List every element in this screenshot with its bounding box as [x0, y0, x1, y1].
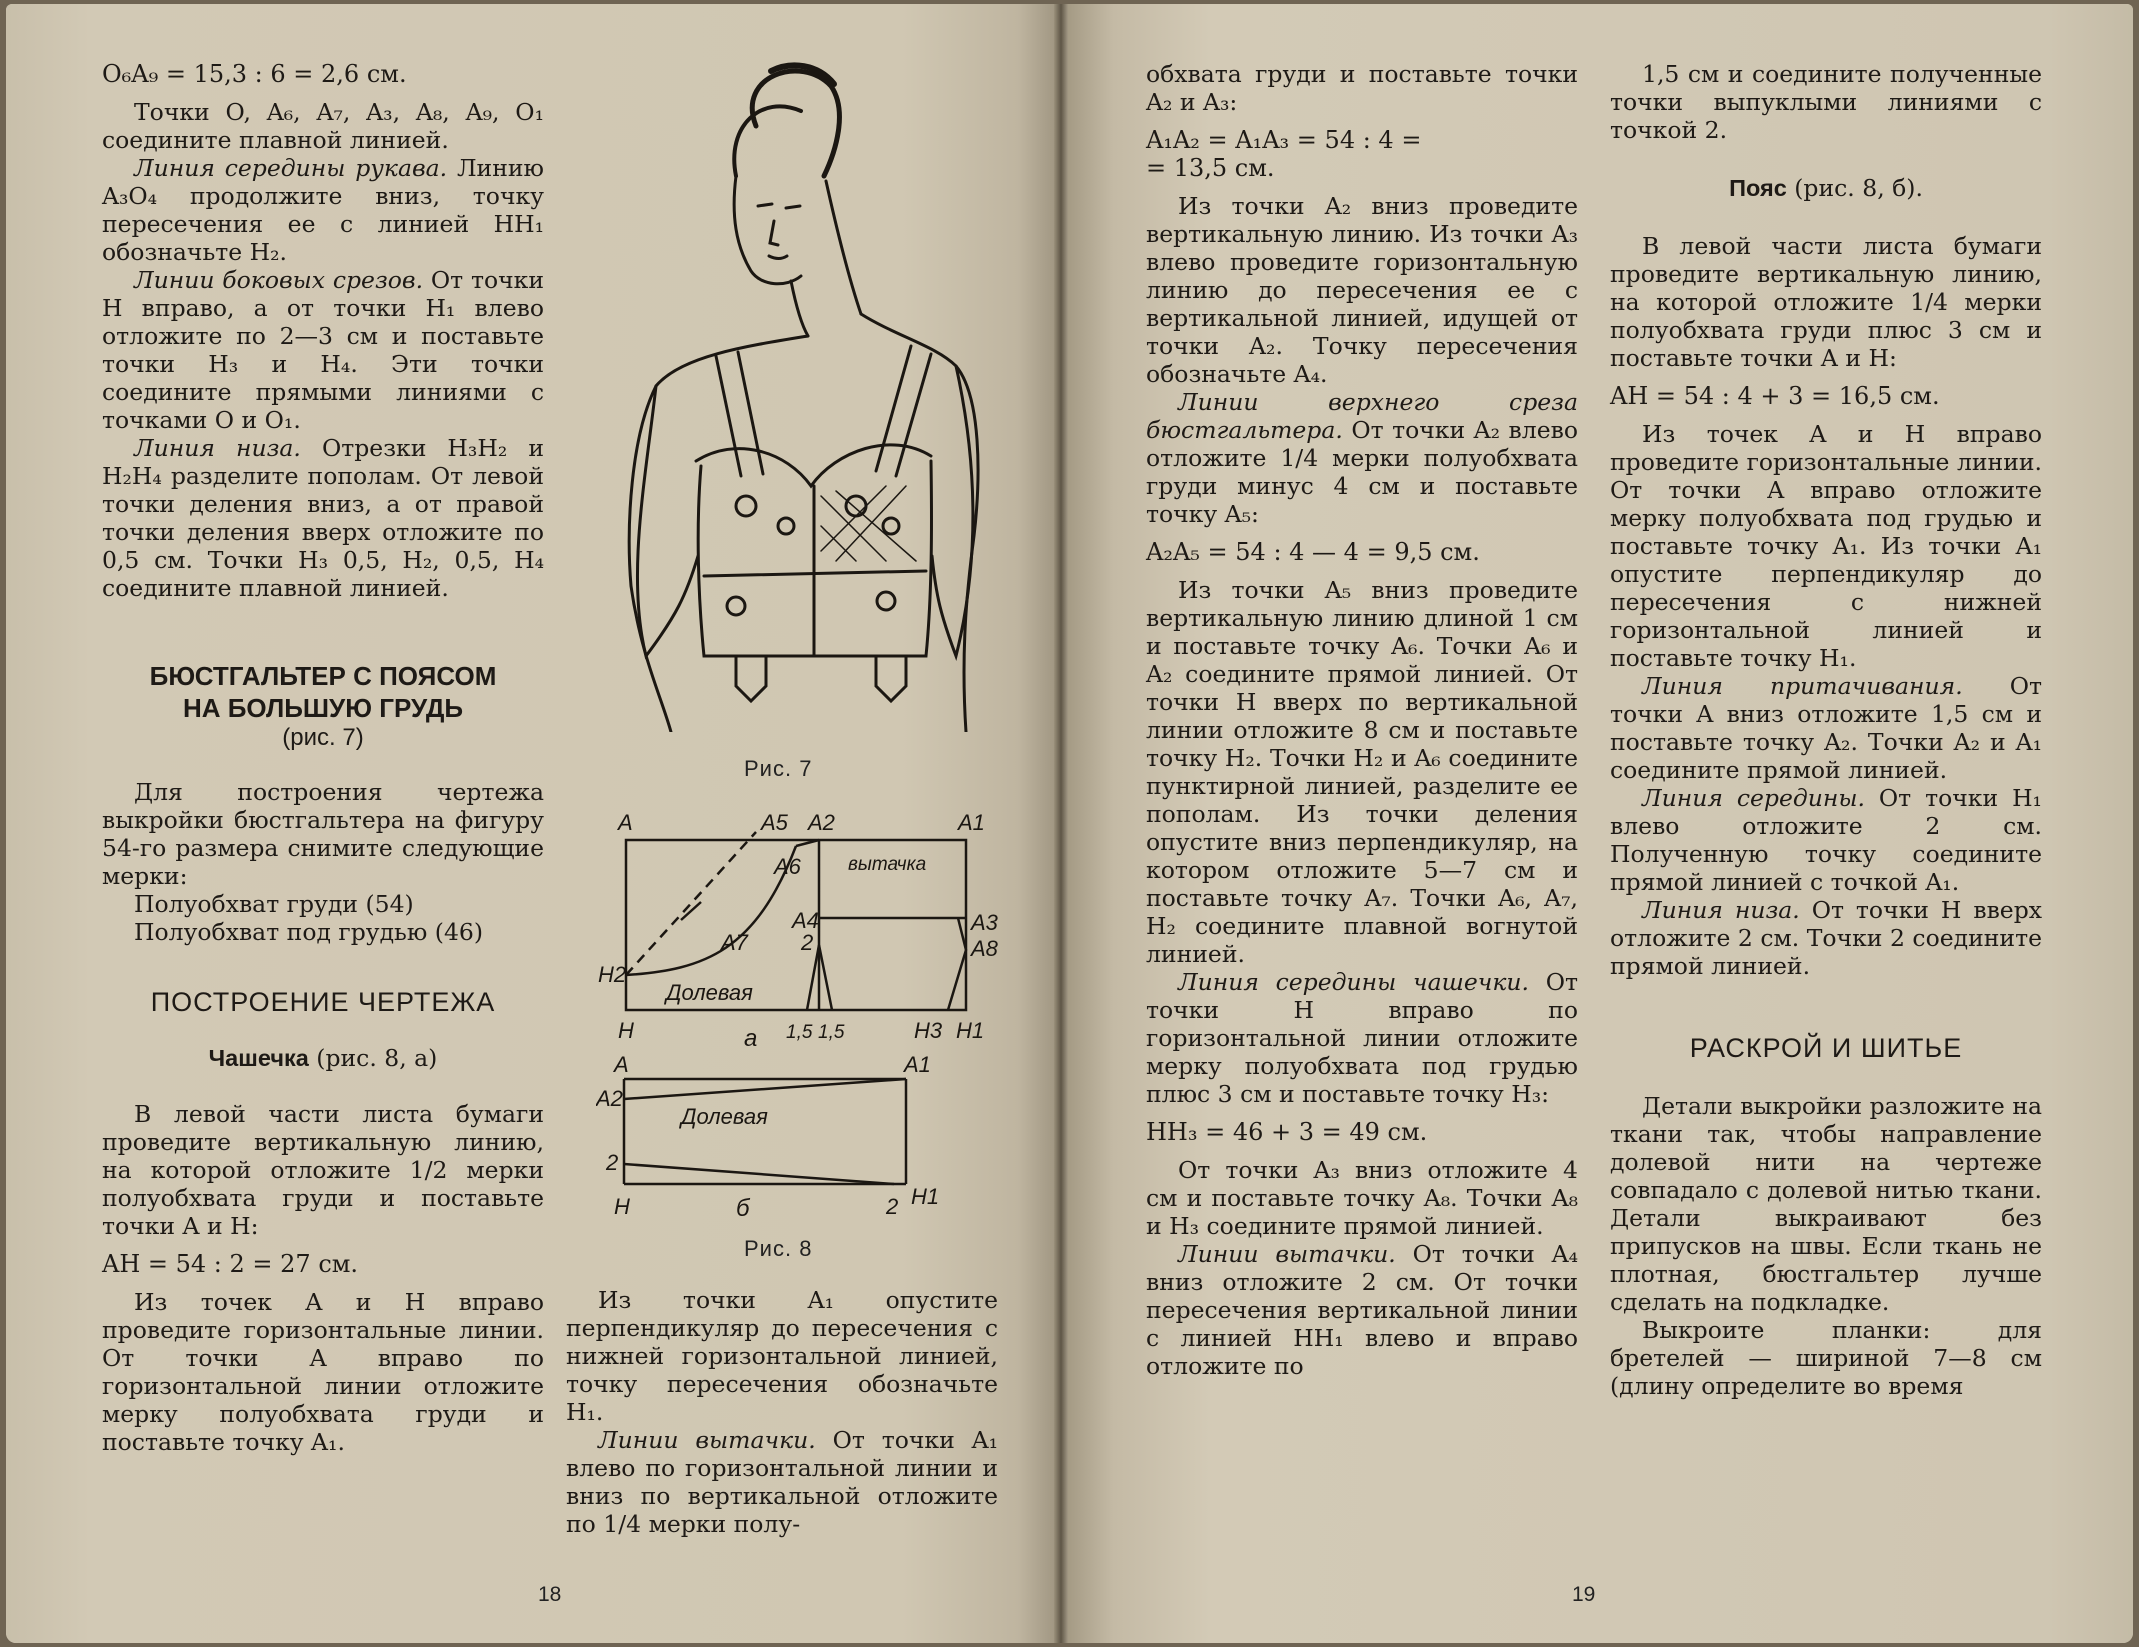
paragraph: Детали выкройки разложите на ткани так, чтобы направление долевой нити на чертеже совпадало с долевой нитью ткани. Детали выкраивают без припусков на швы. Если ткань не плотная, бюстгальтер лучше сделать на подкладке. [1610, 1092, 2042, 1316]
label-dart: вытачка [848, 854, 927, 875]
subsection-title [1610, 174, 2042, 202]
paragraph [566, 1426, 998, 1538]
italic-lead: Линия низа. [134, 434, 301, 462]
subsection-bold: Пояс [1729, 175, 1787, 201]
italic-lead: Линия середины чашечки. [1178, 968, 1530, 996]
label-a: A [614, 1054, 629, 1077]
label-a4: A4 [792, 908, 819, 933]
paragraph-text: От точки A₁ влево по горизонтальной линии и вниз по вертикальной отложите по 1/4 мерки полу- [566, 1426, 998, 1538]
heading-line-2: НА БОЛЬШУЮ ГРУДЬ [182, 693, 464, 723]
paragraph-text: От точки A₂ влево отложите 1/4 мерки полуобхвата груди минус 4 см и поставьте точку A₅: [1146, 416, 1578, 528]
label-two-right: 2 [886, 1194, 899, 1219]
paragraph: Для построения чертежа выкройки бюстгальтера на фигуру 54-го размера снимите следующие мерки: [102, 778, 544, 890]
paragraph-text: От точки A₄ вниз отложите 2 см. От точки пересечения вертикальной линии с линией HH₁ влево и вправо отложите по [1146, 1240, 1578, 1380]
figure-7-illustration [586, 56, 986, 732]
book-spread [6, 4, 2133, 1643]
label-letter-a: а [744, 1025, 758, 1050]
paragraph: От точки A₃ вниз отложите 4 см и поставьте точку A₈. Точки A₈ и H₃ соедините прямой линией. [1146, 1156, 1578, 1240]
figure-8-caption: Рис. 8 [744, 1236, 813, 1261]
label-two: 2 [801, 930, 814, 955]
label-h: H [618, 1018, 634, 1043]
left-column-1 [102, 60, 544, 1456]
paragraph: Из точек A и H вправо проведите горизонтальные линии. От точки A вправо по горизонтальной линии отложите мерку полуобхвата груди и поставьте точку A₁. [102, 1288, 544, 1456]
formula-hh3: HH₃ = 46 + 3 = 49 см. [1146, 1118, 1428, 1146]
paragraph-text: От точки H вправо по горизонтальной линии отложите мерку полуобхвата под грудью плюс 3 см и поставьте точку H₃: [1146, 968, 1578, 1108]
paragraph-text: От точки A вниз отложите 1,5 см и поставьте точку A₂. Точки A₂ и A₁ соедините прямой линией. [1610, 672, 2042, 784]
paragraph: Из точки A₅ вниз проведите вертикальную линию длиной 1 см и поставьте точку A₆. Точки A₆ и A₂ соедините прямой линией. От точки H вверх по вертикальной линии отложите 8 см и поставьте точку H₂. Точки H₂ и A₆ соедините пунктирной линией, разделите ее пополам. Из точки деления опустите вниз перпендикуляр, на котором отложите 5—7 см и поставьте точку A₇. Точки A₆, A₇, H₂ соедините плавной вогнутой линией. [1146, 576, 1578, 968]
right-column-1 [1146, 60, 1578, 1380]
formula-a1a2: A₁A₂ = A₁A₃ = 54 : 4 = [1146, 126, 1422, 154]
subsection-bold: Чашечка [208, 1045, 309, 1071]
label-a1: A1 [958, 810, 985, 835]
label-1-5-right: 1,5 [818, 1022, 845, 1043]
italic-lead: Линии вытачки. [1178, 1240, 1396, 1268]
figure-8b-diagram [596, 1054, 1016, 1224]
paragraph-text: От точки H₁ влево отложите 2 см. Полученную точку соедините прямой линией с точкой A₁. [1610, 784, 2042, 896]
paragraph: 1,5 см и соедините полученные точки выпуклыми линиями с точкой 2. [1610, 60, 2042, 144]
paragraph [102, 154, 544, 266]
figure-7-caption: Рис. 7 [744, 756, 813, 781]
label-a: A [618, 810, 633, 835]
italic-lead: Линия низа. [1642, 896, 1800, 924]
italic-lead: Линия середины рукава. [134, 154, 448, 182]
italic-lead: Линии вытачки. [598, 1426, 816, 1454]
label-1-5-left: 1,5 [786, 1022, 813, 1043]
italic-lead: Линии верхнего среза бюстгальтера. [1146, 388, 1578, 444]
label-two-left: 2 [606, 1150, 619, 1175]
label-h2: H2 [598, 962, 627, 987]
label-a5: A5 [761, 810, 788, 835]
paragraph [102, 434, 544, 602]
paragraph: Выкроите планки: для бретелей — шириной 7—8 см (длину определите во время [1610, 1316, 2042, 1400]
subsection-title [102, 1044, 544, 1072]
paragraph-text: Линию A₃O₄ продолжите вниз, точку пересечения ее с линией HH₁ обозначьте H₂. [102, 154, 545, 266]
paragraph-text: От точки H вверх отложите 2 см. Точки 2 соедините прямой линией. [1610, 896, 2042, 980]
paragraph [1146, 1240, 1578, 1380]
paragraph: Точки O, A₆, A₇, A₃, A₈, A₉, O₁ соедините плавной линией. [102, 98, 544, 154]
label-h1: H1 [956, 1018, 985, 1043]
italic-lead: Линия притачивания. [1642, 672, 1963, 700]
italic-lead: Линия середины. [1642, 784, 1865, 812]
label-a6: A6 [774, 854, 801, 879]
paragraph: Из точки A₂ вниз проведите вертикальную линию. Из точки A₃ влево проведите горизонтальную линию до пересечения ее с вертикальной линией, идущей от точки A₂. Точку пересечения обозначьте A₄. [1146, 192, 1578, 388]
label-a3: A3 [971, 910, 998, 935]
paragraph-text: Отрезки H₃H₂ и H₂H₄ разделите пополам. От левой точки деления вниз, а от правой точки деления вверх отложите по 0,5 см. Точки H₃ 0,5, H₂, 0,5, H₄ соедините плавной линией. [102, 434, 544, 602]
label-h1: H1 [911, 1184, 940, 1209]
section-heading [102, 660, 544, 752]
paragraph [1146, 388, 1578, 528]
page-number-left: 18 [538, 1583, 562, 1606]
paragraph [1146, 968, 1578, 1108]
book-gutter [1054, 4, 1068, 1643]
paragraph [102, 266, 544, 434]
label-a2: A2 [596, 1086, 623, 1111]
label-grain: Долевая [666, 980, 753, 1005]
paragraph: В левой части листа бумаги проведите вертикальную линию, на которой отложите 1/2 мерки полуобхвата груди и поставьте точки A и H: [102, 1100, 544, 1240]
paragraph [1610, 896, 2042, 980]
paragraph [1610, 784, 2042, 896]
paragraph: обхвата груди и поставьте точки A₂ и A₃: [1146, 60, 1578, 116]
label-a8: A8 [971, 936, 998, 961]
label-h3: H3 [914, 1018, 943, 1043]
label-grain: Долевая [681, 1104, 768, 1129]
paragraph: В левой части листа бумаги проведите вертикальную линию, на которой отложите 1/4 мерки полуобхвата груди плюс 3 см и поставьте точки A и H: [1610, 232, 2042, 372]
heading-line-3: (рис. 7) [282, 724, 364, 751]
subsection-ref: (рис. 8, а) [308, 1044, 438, 1072]
label-a7: A7 [721, 930, 748, 955]
formula-a2a5: A₂A₅ = 54 : 4 — 4 = 9,5 см. [1146, 538, 1480, 566]
left-column-2 [566, 1286, 998, 1538]
paragraph [1610, 672, 2042, 784]
label-letter-b: б [736, 1195, 750, 1222]
subsection-ref: (рис. 8, б). [1786, 174, 1923, 202]
formula-ah: AH = 54 : 2 = 27 см. [102, 1250, 359, 1278]
label-a1: A1 [904, 1054, 931, 1077]
section-title: РАСКРОЙ И ШИТЬЕ [1689, 1033, 1963, 1063]
formula-ah: AH = 54 : 4 + 3 = 16,5 см. [1610, 382, 1940, 410]
section-title: ПОСТРОЕНИЕ ЧЕРТЕЖА [150, 987, 496, 1017]
measurement-item: Полуобхват под грудью (46) [134, 918, 484, 946]
italic-lead: Линии боковых срезов. [134, 266, 424, 294]
figure-8a-diagram [596, 810, 1016, 1050]
right-column-2 [1610, 60, 2042, 1400]
heading-line-1: БЮСТГАЛЬТЕР С ПОЯСОМ [149, 661, 497, 691]
paragraph: Из точек A и H вправо проведите горизонтальные линии. От точки A вправо отложите мерку полуобхвата под грудью и поставьте точку A₁. Из точки A₁ опустите перпендикуляр до пересечения с нижней горизонтальной линией и поставьте точку H₁. [1610, 420, 2042, 672]
formula-a1a2-result: = 13,5 см. [1146, 154, 1275, 182]
paragraph-text: От точки H вправо, а от точки H₁ влево отложите по 2—3 см и поставьте точки H₃ и H₄. Эти точки соедините прямыми линиями с точками O и O₁. [102, 266, 544, 434]
formula-o6a9: O₆A₉ = 15,3 : 6 = 2,6 см. [102, 60, 407, 88]
label-a2: A2 [808, 810, 835, 835]
paragraph: Из точки A₁ опустите перпендикуляр до пересечения с нижней горизонтальной линией, точку пересечения обозначьте H₁. [566, 1286, 998, 1426]
label-h: H [614, 1194, 630, 1219]
measurements-list [102, 890, 544, 946]
measurement-item: Полуобхват груди (54) [134, 890, 414, 918]
page-number-right: 19 [1572, 1583, 1596, 1606]
